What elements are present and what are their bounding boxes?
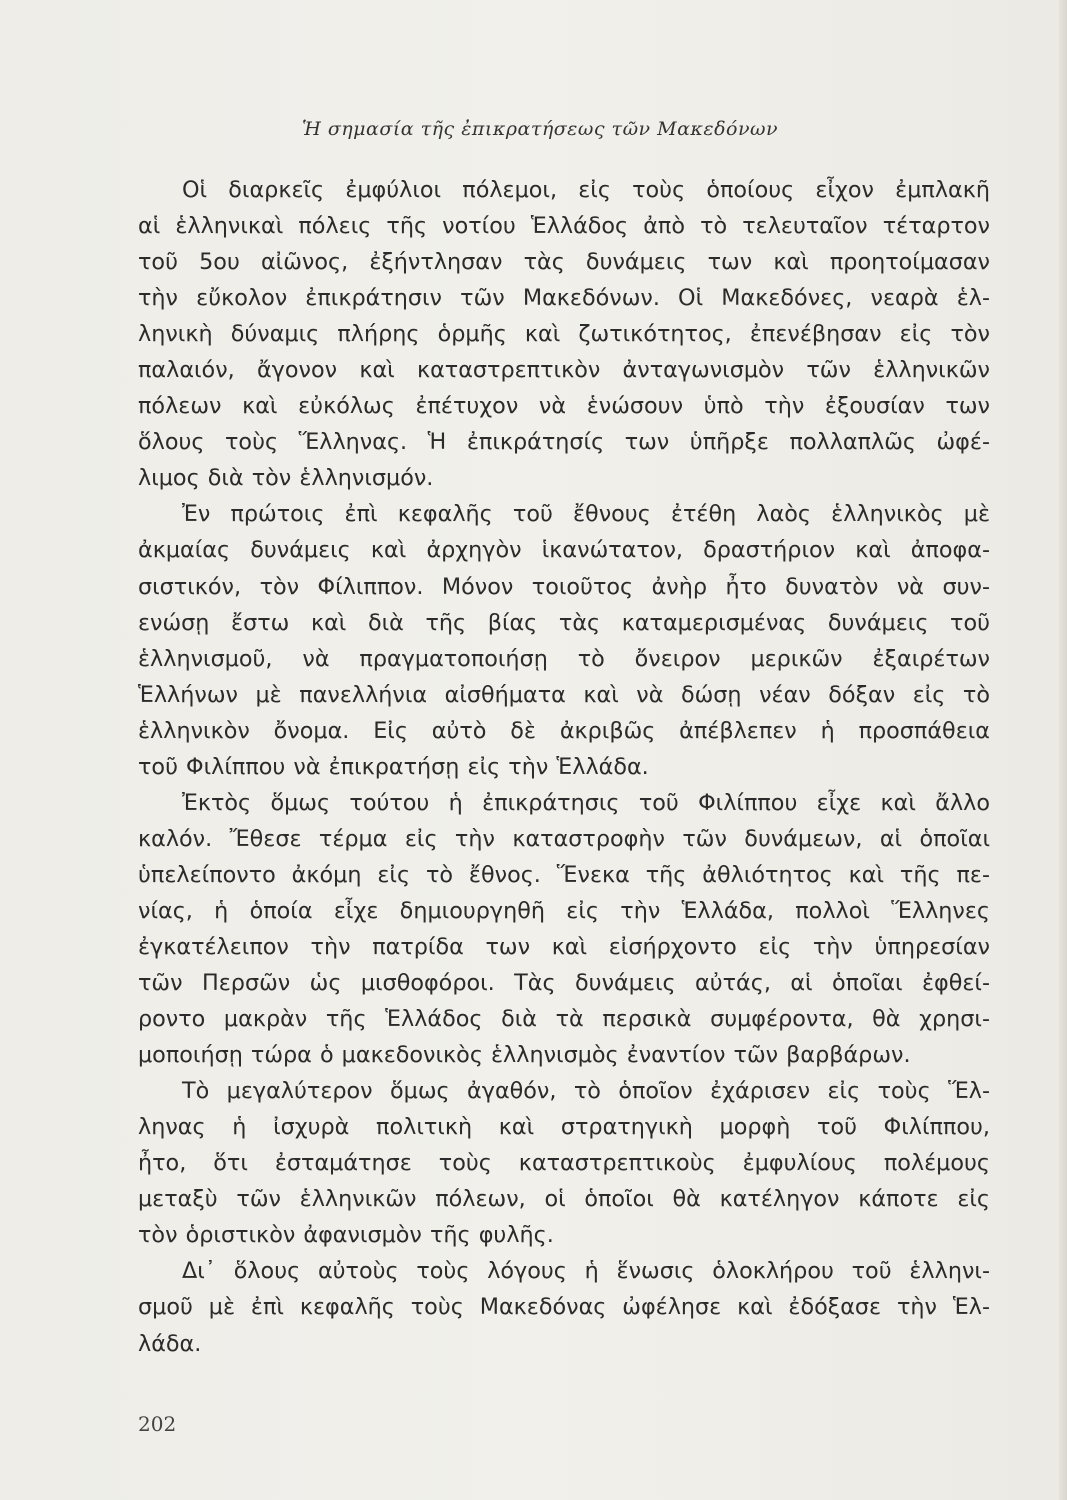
text-line: ενώσῃ ἔστω καὶ διὰ τῆς βίας τὰς καταμερισμένας δυνάμεις τοῦ [138,609,990,636]
text-line: λάδα. [138,1330,202,1357]
text-line: τὴν εὔκολον ἐπικράτησιν τῶν Μακεδόνων. Οἱ Μακεδόνες, νεαρὰ ἑλ- [138,285,990,312]
text-line: Οἱ διαρκεῖς ἐμφύλιοι πόλεμοι, εἰς τοὺς ὁποίους εἶχον ἐμπλακῆ [182,177,990,203]
text-line: τῶν Περσῶν ὡς μισθοφόροι. Τὰς δυνάμεις αὐτάς, αἱ ὁποῖαι ἐφθεί- [138,970,990,997]
text-line: πόλεων καὶ εὐκόλως ἐπέτυχον νὰ ἑνώσουν ὑπὸ τὴν ἐξουσίαν των [138,393,990,420]
text-line: παλαιόν, ἄγονον καὶ καταστρεπτικὸν ἀνταγωνισμὸν τῶν ἑλληνικῶν [138,357,990,384]
text-line: ὅλους τοὺς Ἕλληνας. Ἡ ἐπικράτησίς των ὑπῆρξε πολλαπλῶς ὠφέ- [138,429,990,456]
paragraph-2 [138,496,990,784]
text-line: ληνας ἡ ἰσχυρὰ πολιτικὴ καὶ στρατηγικὴ μορφὴ τοῦ Φιλίππου, [138,1114,990,1141]
text-line: τοῦ 5ου αἰῶνος, ἐξήντλησαν τὰς δυνάμεις των καὶ προητοίμασαν [138,249,990,276]
text-line: Δι᾽ ὅλους αὐτοὺς τοὺς λόγους ἡ ἕνωσις ὁλοκλήρου τοῦ ἑλληνι- [182,1258,990,1285]
text-line: ληνικὴ δύναμις πλήρης ὁρμῆς καὶ ζωτικότητος, ἐπενέβησαν εἰς τὸν [138,321,990,348]
page-number: 202 [138,1412,177,1436]
text-line: ἐγκατέλειπον τὴν πατρίδα των καὶ εἰσήρχοντο εἰς τὴν ὑπηρεσίαν [138,933,990,960]
body-text [138,172,990,1362]
text-line: μεταξὺ τῶν ἑλληνικῶν πόλεων, οἱ ὁποῖοι θὰ κατέληγον κάποτε εἰς [138,1186,990,1213]
text-line: ὑπελείποντο ἀκόμη εἰς τὸ ἔθνος. Ἕνεκα τῆς ἀθλιότητος καὶ τῆς πε- [138,861,990,888]
text-line: Ἐκτὸς ὅμως τούτου ἡ ἐπικράτησις τοῦ Φιλίππου εἶχε καὶ ἄλλο [182,789,990,816]
text-line: λιμος διὰ τὸν ἑλληνισμόν. [138,465,434,492]
text-line: ἀκμαίας δυνάμεις καὶ ἀρχηγὸν ἱκανώτατον, δραστήριον καὶ ἀποφα- [138,537,990,564]
text-line: ἑλληνισμοῦ, νὰ πραγματοποιήσῃ τὸ ὄνειρον μερικῶν ἐξαιρέτων [138,645,990,672]
text-line: αἱ ἑλληνικαὶ πόλεις τῆς νοτίου Ἑλλάδος ἀπὸ τὸ τελευταῖον τέταρτον [138,213,990,240]
text-line: καλόν. Ἔθεσε τέρμα εἰς τὴν καταστροφὴν τῶν δυνάμεων, αἱ ὁποῖαι [138,825,990,852]
text-line: τὸν ὁριστικὸν ἀφανισμὸν τῆς φυλῆς. [138,1222,554,1249]
text-line: ἦτο, ὅτι ἐσταμάτησε τοὺς καταστρεπτικοὺς ἐμφυλίους πολέμους [138,1150,990,1177]
text-line: σιστικόν, τὸν Φίλιππον. Μόνον τοιοῦτος ἀνὴρ ἦτο δυνατὸν νὰ συν- [138,573,990,600]
page-edge-shadow [1059,0,1067,1500]
paragraph-3 [138,785,990,1073]
paragraph-5 [138,1253,990,1361]
text-line: Ἐν πρώτοις ἐπὶ κεφαλῆς τοῦ ἔθνους ἐτέθη λαὸς ἑλληνικὸς μὲ [182,501,990,528]
running-head: Ἡ σημασία τῆς ἐπικρατήσεως τῶν Μακεδόνων [301,118,779,140]
text-line: τοῦ Φιλίππου νὰ ἐπικρατήσῃ εἰς τὴν Ἑλλάδα. [138,753,649,780]
text-line: νίας, ἡ ὁποία εἶχε δημιουργηθῆ εἰς τὴν Ἑλλάδα, πολλοὶ Ἕλληνες [138,897,990,924]
text-line: Ἑλλήνων μὲ πανελλήνια αἰσθήματα καὶ νὰ δώσῃ νέαν δόξαν εἰς τὸ [138,681,990,708]
paragraph-4 [138,1073,990,1253]
text-line: μοποιήσῃ τώρα ὁ μακεδονικὸς ἑλληνισμὸς ἐναντίον τῶν βαρβάρων. [138,1042,911,1069]
text-line: ἑλληνικὸν ὄνομα. Εἰς αὐτὸ δὲ ἀκριβῶς ἀπέβλεπεν ἡ προσπάθεια [138,717,990,744]
text-line: ροντο μακρὰν τῆς Ἑλλάδος διὰ τὰ περσικὰ συμφέροντα, θὰ χρησι- [138,1006,990,1033]
text-line: σμοῦ μὲ ἐπὶ κεφαλῆς τοὺς Μακεδόνας ὠφέλησε καὶ ἐδόξασε τὴν Ἑλ- [138,1294,990,1321]
paragraph-1 [138,172,990,496]
text-line: Τὸ μεγαλύτερον ὅμως ἀγαθόν, τὸ ὁποῖον ἐχάρισεν εἰς τοὺς Ἕλ- [182,1078,990,1105]
